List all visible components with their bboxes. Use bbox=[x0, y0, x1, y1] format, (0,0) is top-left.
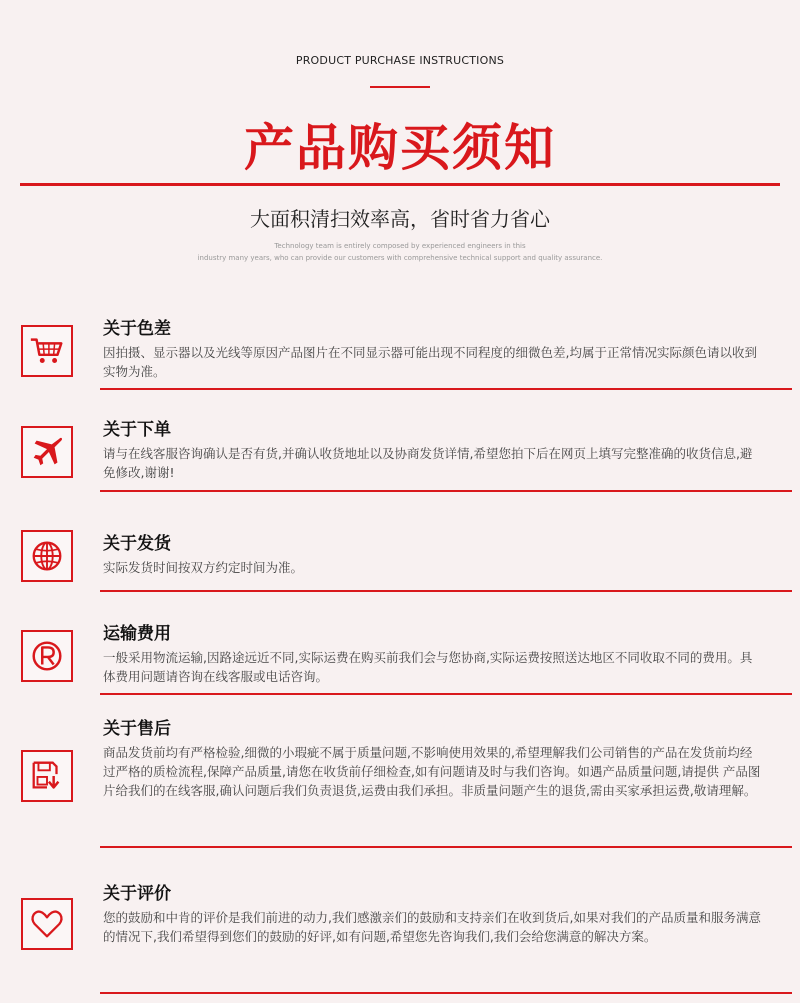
section-divider bbox=[100, 992, 792, 994]
section-divider bbox=[100, 490, 792, 492]
section-body: 商品发货前均有严格检验,细微的小瑕疵不属于质量问题,不影响使用效果的,希望理解我们公司销售的产品在发货前均经过严格的质检流程,保障产品质量,请您在收货前仔细检查,如有问题请及时与我们咨询。如遇产品质量问题,请提供 产品图片给我们的在线客服,确认问题后我们负责退货,运费由我们承担。非质量问题产生的退货,需由买家承担运费,敬请理解。 bbox=[103, 745, 761, 798]
english-subtitle: PRODUCT PURCHASE INSTRUCTIONS bbox=[295, 54, 505, 67]
section-title: 关于评价 bbox=[103, 884, 171, 904]
fine-print-line-1: Technology team is entirely composed by experienced engineers in this bbox=[274, 242, 526, 250]
section-body: 一般采用物流运输,因路途远近不同,实际运费在购买前我们会与您协商,实际运费按照送达地区不同收取不同的费用。具体费用问题请咨询在线客服或电话咨询。 bbox=[103, 650, 753, 684]
section-body: 您的鼓励和中肯的评价是我们前进的动力,我们感激亲们的鼓励和支持亲们在收到货后,如果对我们的产品质量和服务满意的情况下,我们希望得到您们的鼓励的好评,如有问题,希望您先咨询我们,我们会给您满意的解决方案。 bbox=[103, 910, 761, 944]
section-title: 关于售后 bbox=[103, 719, 171, 739]
short-divider bbox=[370, 86, 430, 88]
save-download-icon bbox=[21, 750, 73, 802]
section-body: 请与在线客服咨询确认是否有货,并确认收货地址以及协商发货详情,希望您拍下后在网页上填写完整准确的收货信息,避免修改,谢谢! bbox=[103, 446, 753, 480]
section-title: 关于下单 bbox=[103, 420, 171, 440]
globe-icon bbox=[21, 530, 73, 582]
tagline: 大面积清扫效率高，省时省力省心 bbox=[250, 207, 550, 231]
section-title: 运输费用 bbox=[103, 624, 171, 644]
page-title: 产品购买须知 bbox=[244, 119, 556, 177]
section-body: 实际发货时间按双方约定时间为准。 bbox=[103, 560, 304, 575]
section-title: 关于色差 bbox=[103, 319, 171, 339]
title-divider bbox=[20, 183, 780, 186]
section-divider bbox=[100, 590, 792, 592]
airplane-icon bbox=[21, 426, 73, 478]
section-body: 因拍摄、显示器以及光线等原因产品图片在不同显示器可能出现不同程度的细微色差,均属于正常情况实际颜色请以收到实物为准。 bbox=[103, 345, 757, 379]
fine-print-line-2: industry many years, who can provide our customers with comprehensive technical support and quality assurance. bbox=[197, 254, 603, 262]
section-divider bbox=[100, 846, 792, 848]
shopping-cart-icon bbox=[21, 325, 73, 377]
section-title: 关于发货 bbox=[103, 534, 171, 554]
registered-icon bbox=[21, 630, 73, 682]
section-divider bbox=[100, 388, 792, 390]
section-divider bbox=[100, 693, 792, 695]
heart-icon bbox=[21, 898, 73, 950]
